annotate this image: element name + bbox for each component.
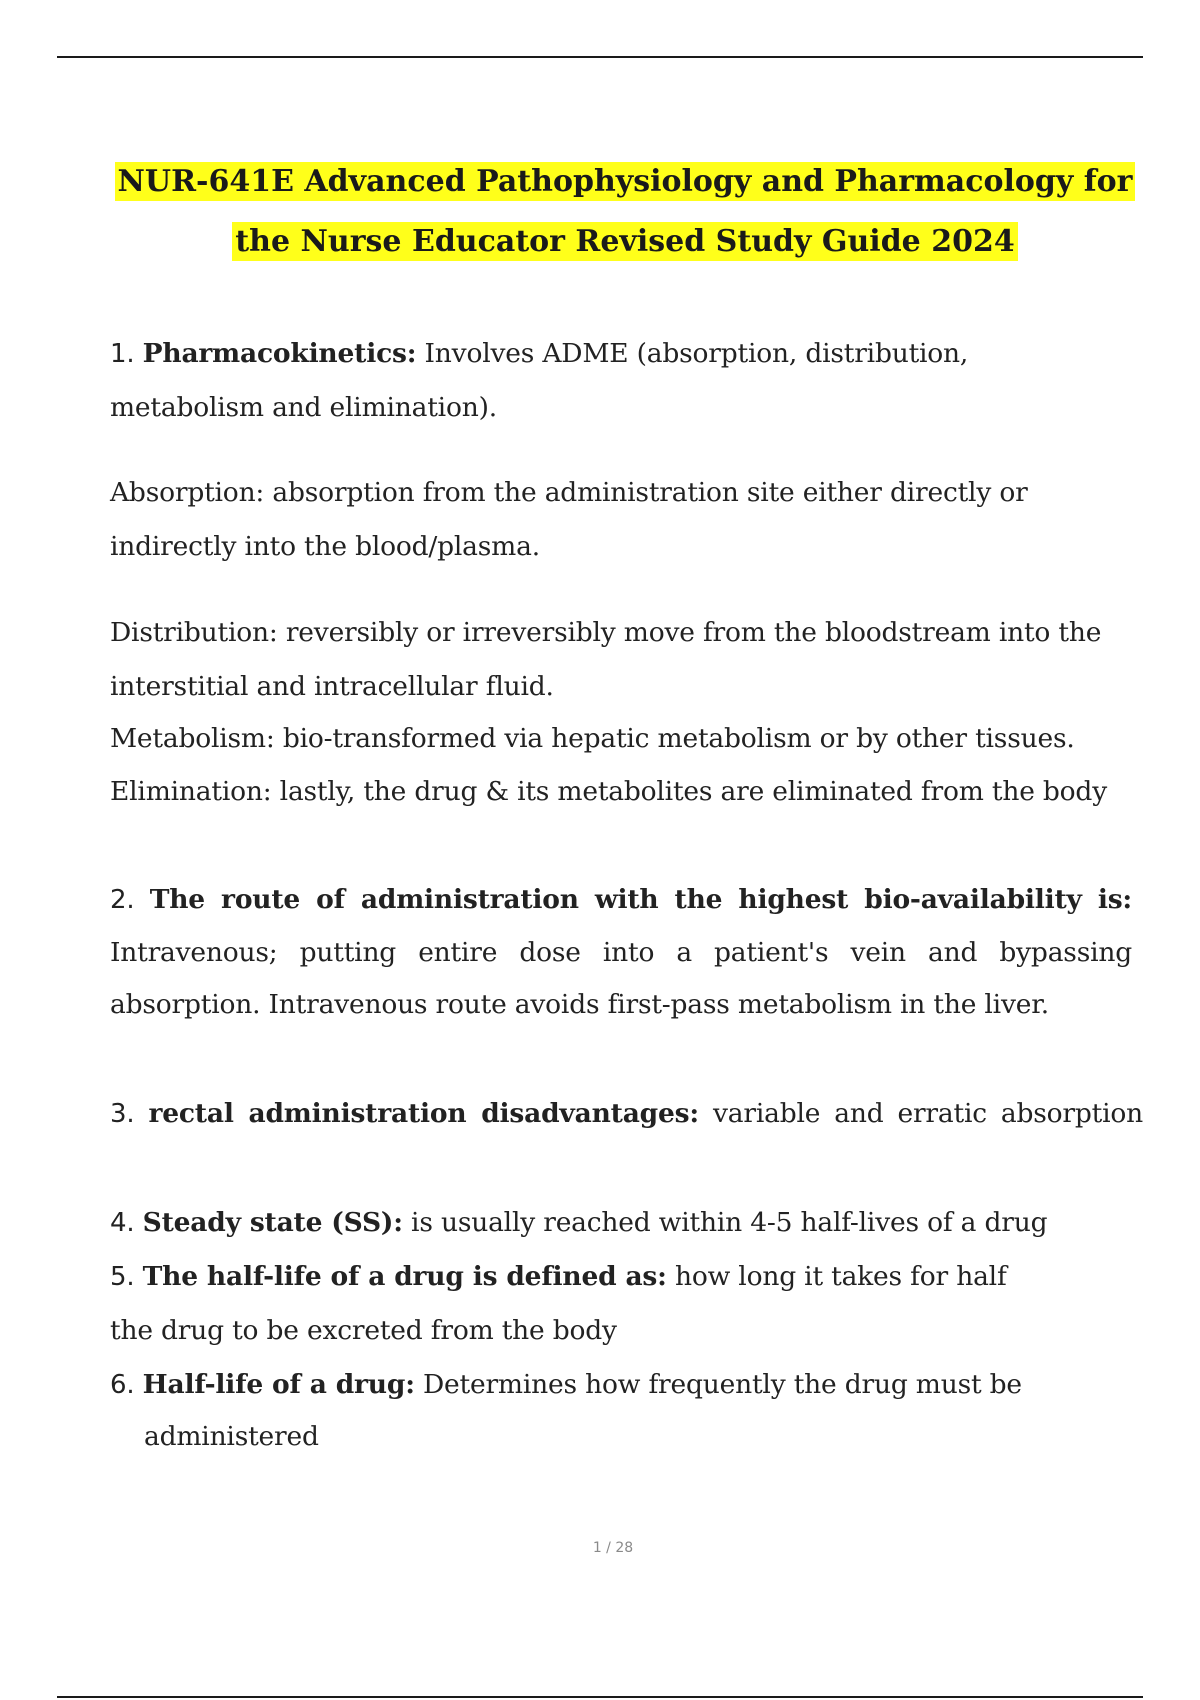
item-number: 6. <box>110 1370 135 1400</box>
item-number: 1. <box>110 339 135 369</box>
title-line-1: NUR-641E Advanced Pathophysiology and Pharmacology for <box>115 162 1136 201</box>
item-number: 5. <box>110 1262 135 1292</box>
item-heading: Pharmacokinetics: <box>142 338 417 369</box>
list-item-1 <box>110 327 1030 435</box>
item-text: how long it takes for half <box>666 1261 1007 1292</box>
paragraph-absorption: Absorption: absorption from the administration site either directly or indirectly into the blood/plasma. <box>110 477 1028 562</box>
item-number: 2. <box>110 885 135 915</box>
list-item-2 <box>110 874 1132 1032</box>
item-heading: Steady state (SS): <box>142 1207 403 1238</box>
list-item-4 <box>110 1196 1143 1250</box>
item-heading: The route of administration with the highest bio-availability is: <box>149 884 1132 915</box>
item-text-line-2: the drug to be excreted from the body <box>110 1315 617 1346</box>
item-heading: Half-life of a drug: <box>142 1369 415 1400</box>
item-number: 4. <box>110 1208 135 1238</box>
paragraph-metabolism: Metabolism: bio-transformed via hepatic metabolism or by other tissues. Elimination: lastly, the drug & its metabolites are eliminated from the body <box>110 723 1107 807</box>
item-text: Determines how frequently the drug must be administered <box>144 1369 1022 1452</box>
page-indicator: 1 / 28 <box>592 1540 634 1556</box>
top-rule <box>57 56 1143 58</box>
bottom-rule <box>57 1696 1143 1698</box>
list-item-3 <box>110 1088 1143 1140</box>
item-text: Intravenous; putting entire dose into a patient's vein and bypassing absorption. Intravenous route avoids first-pass metabolism in the liver. <box>110 936 1132 1020</box>
document-title <box>100 152 1150 272</box>
title-line-2: the Nurse Educator Revised Study Guide 2024 <box>232 222 1017 261</box>
item-heading: rectal administration disadvantages: <box>148 1098 699 1129</box>
list-item-5 <box>110 1250 1143 1358</box>
item-heading: The half-life of a drug is defined as: <box>142 1261 667 1292</box>
item-text: is usually reached within 4-5 half-lives of a drug <box>402 1207 1048 1238</box>
item-text: variable and erratic absorption <box>698 1098 1143 1129</box>
item-number: 3. <box>110 1099 135 1129</box>
list-item-6 <box>110 1359 1144 1463</box>
item-text: Involves ADME (absorption, distribution, metabolism and elimination). <box>110 338 969 423</box>
paragraph-distribution: Distribution: reversibly or irreversibly move from the bloodstream into the interstitial and intracellular fluid. <box>110 617 1102 702</box>
